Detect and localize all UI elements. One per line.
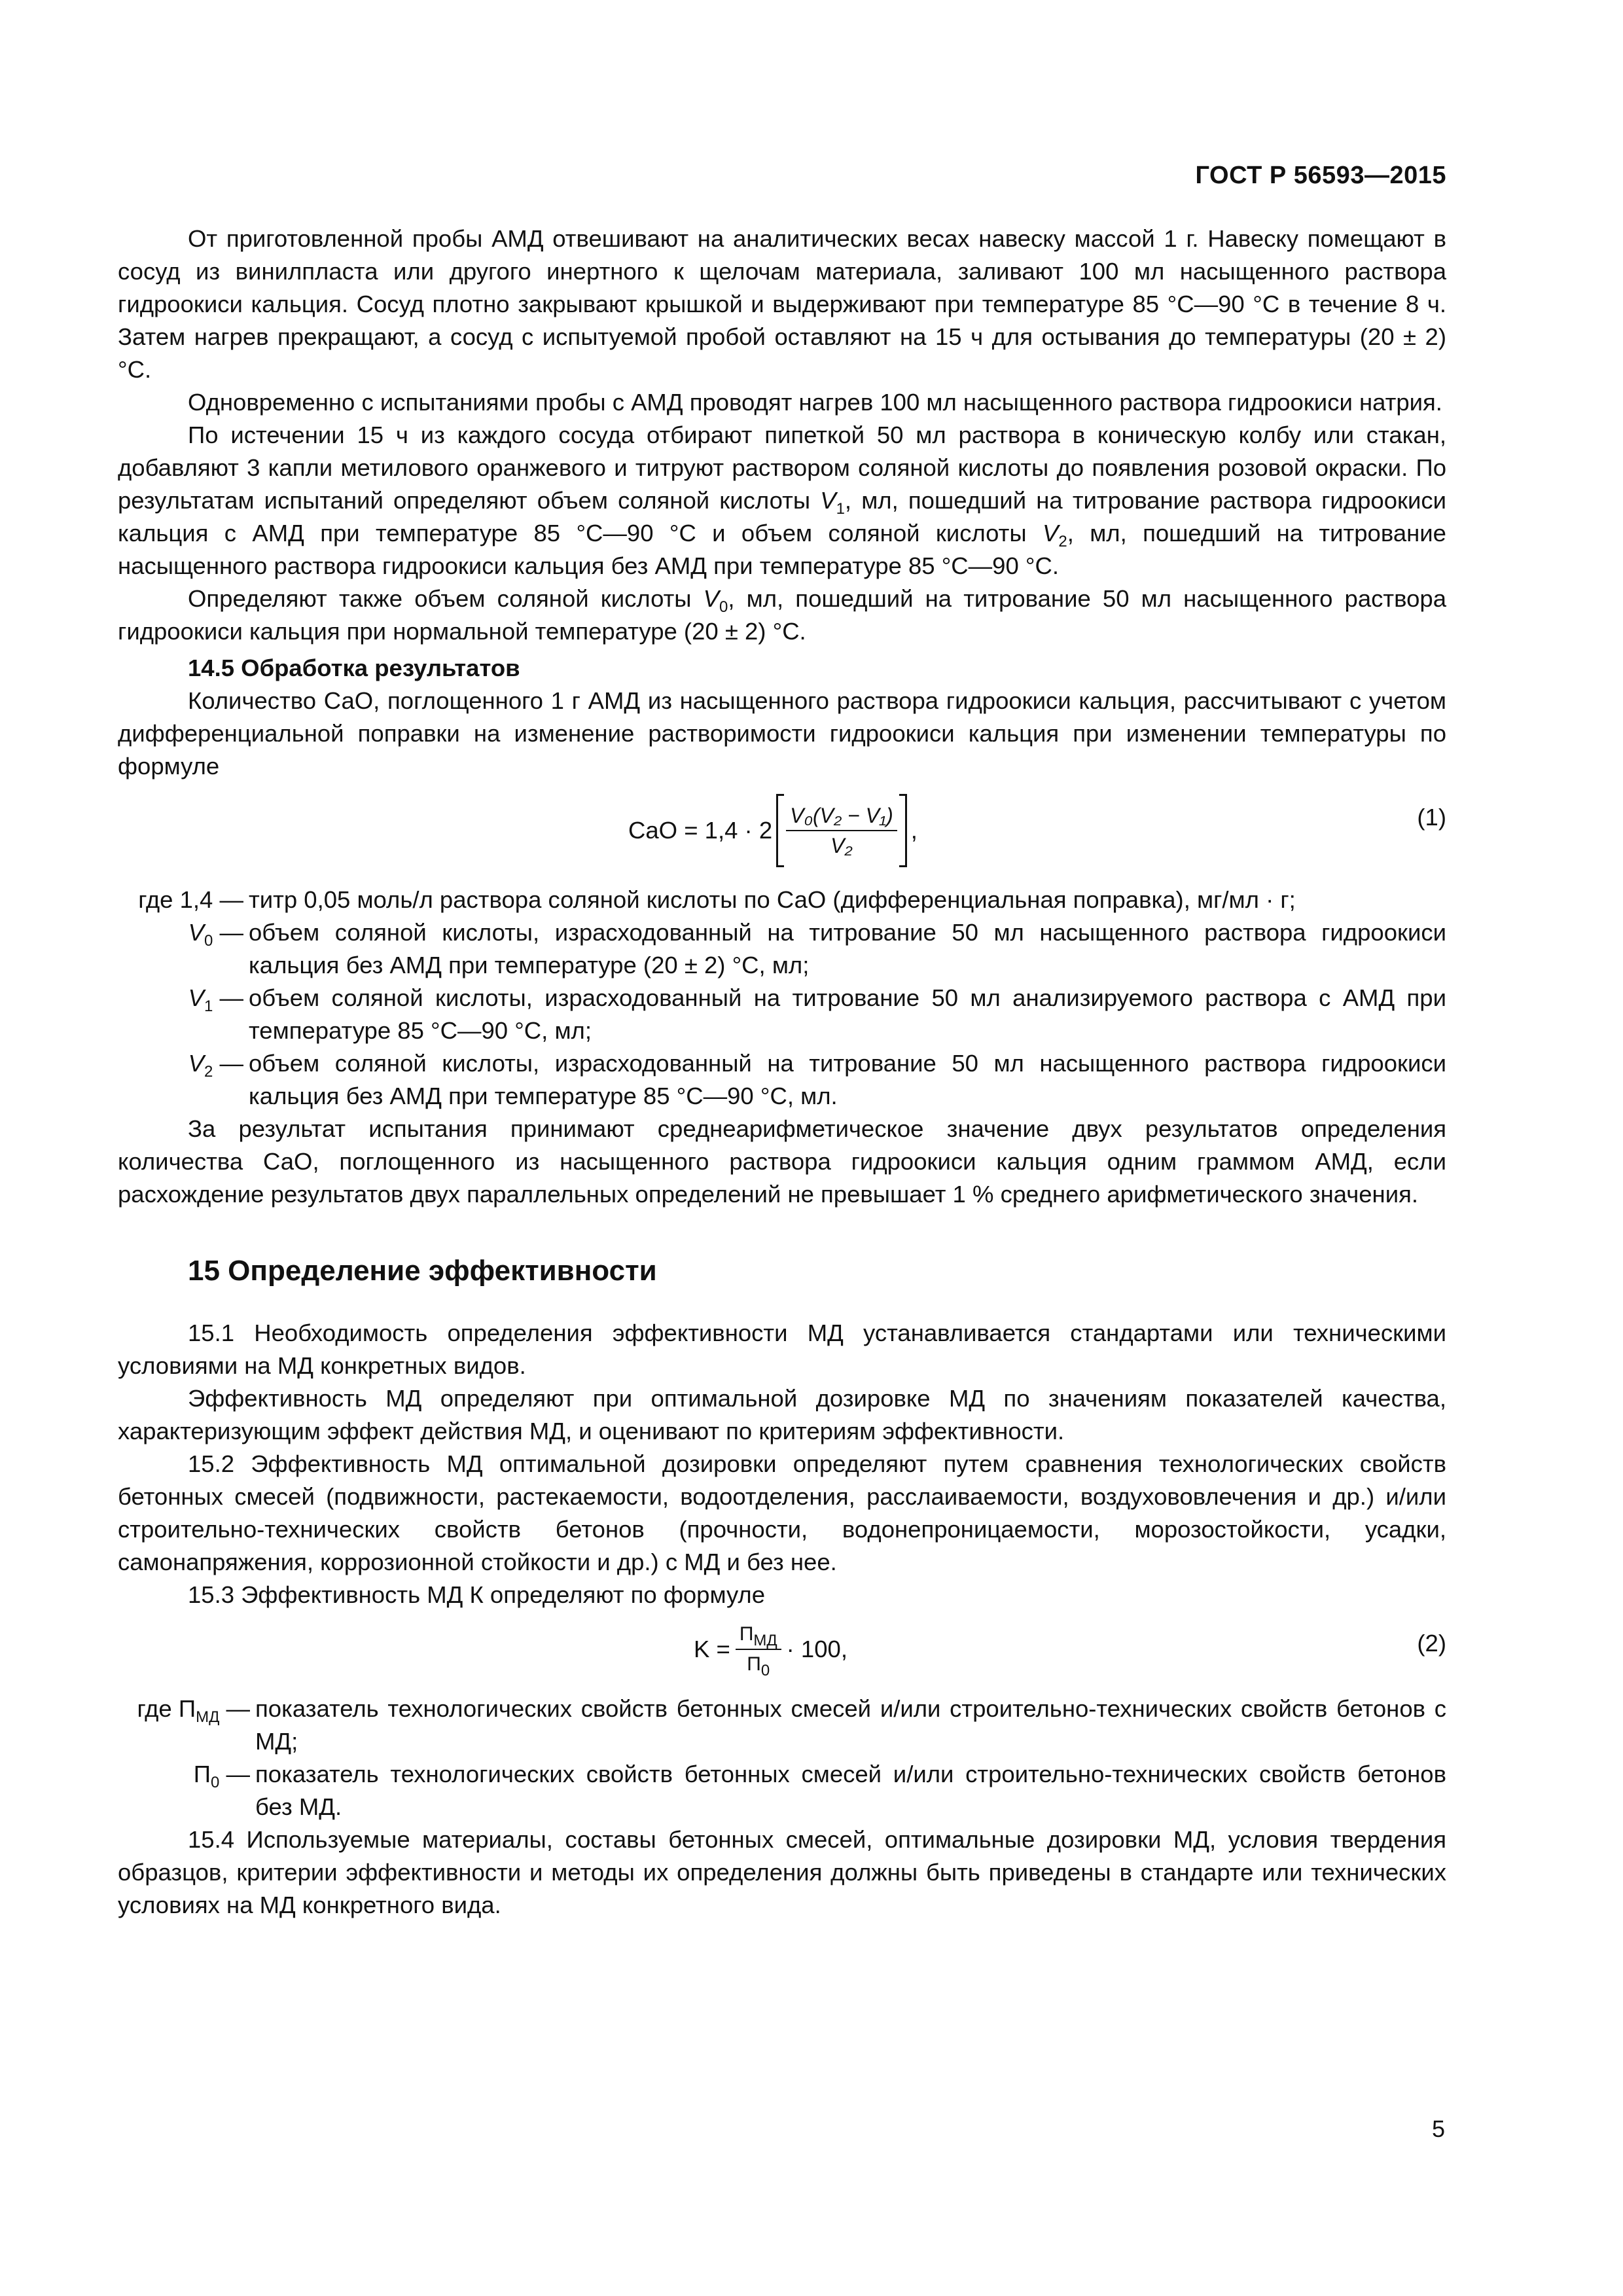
page-number: 5 (1431, 2115, 1445, 2142)
paragraph-simultaneous-heating: Одновременно с испытаниями пробы с АМД проводят нагрев 100 мл насыщенного раствора гидроокиси натрия. (188, 389, 1442, 416)
legend-text: объем соляной кислоты, израсходованный на титрование 50 мл анализируемого раствора с АМД при температуре 85 °С—90 °С, мл; (249, 984, 1446, 1044)
formula-1-numerator: V₀(V₂ − V₁) (786, 802, 897, 831)
legend-dash: — (213, 1050, 243, 1077)
formula-2-denominator-symbol: П (747, 1653, 761, 1675)
formula-1-tail: , (910, 817, 918, 844)
legend-dash: — (219, 1695, 250, 1722)
subscript-2: 2 (1058, 533, 1067, 550)
formula-2-expression (694, 1617, 847, 1682)
formula-2-lhs: K = (694, 1636, 730, 1662)
legend-key: где 1,4 — (138, 886, 243, 913)
text-fragment: , мл, пошедший на титрование насыщенного раствора гидроокиси кальция без АМД при температуре 85 °С—90 °С. (118, 520, 1446, 579)
legend-variable: V (188, 1050, 204, 1077)
legend-text: показатель технологических свойств бетонных смесей и/или строительно-технических свойств бетонов с МД; (255, 1695, 1446, 1755)
subscript-1: 1 (836, 500, 845, 518)
legend-subscript: 0 (204, 932, 213, 950)
paragraph-result: За результат испытания принимают среднеарифметическое значение двух результатов определения количества СаО, поглощенного из насыщенного раствора гидроокиси кальция одним граммом АМД, если расхождение результатов двух параллельных определений не превышает 1 % среднего арифметического значения. (118, 1115, 1446, 1208)
legend-subscript: 0 (210, 1774, 220, 1791)
legend-text: объем соляной кислоты, израсходованный на титрование 50 мл насыщенного раствора гидроокиси кальция без АМД при температуре (20 ± 2) °С, мл; (249, 919, 1446, 978)
formula-1 (118, 788, 1446, 880)
formula-2-legend (118, 1693, 1446, 1823)
legend-dash: — (213, 919, 243, 946)
formula-2-numerator (736, 1621, 781, 1650)
variable-v2: V (1042, 520, 1059, 547)
variable-v1: V (820, 487, 836, 514)
formula-1-expression (628, 788, 918, 873)
legend-key (118, 1758, 255, 1823)
legend-key (118, 982, 249, 1047)
legend-key (118, 916, 249, 982)
legend-subscript: 1 (204, 997, 213, 1015)
formula-2-tail: · 100, (786, 1636, 847, 1662)
variable-v0: V (703, 585, 720, 612)
legend-symbol: где П (137, 1695, 196, 1722)
legend-text: титр 0,05 моль/л раствора соляной кислоты по СаО (дифференциальная поправка), мг/мл · г; (249, 886, 1296, 913)
legend-dash: — (213, 984, 243, 1011)
formula-1-lhs: CaO = 1,4 · 2 (628, 817, 773, 844)
text-fragment: По истечении 15 ч из каждого сосуда отбирают пипеткой 50 мл раствора в коническую колбу или стакан, добавляют 3 капли метилового оранжевого и титруют раствором соляной кислоты до появления розовой окраски. По результатам испытаний определяют объем соляной кислоты (118, 422, 1446, 514)
paragraph-sample-prep: От приготовленной пробы АМД отвешивают на аналитических весах навеску массой 1 г. Навеску помещают в сосуд из винилпласта или другого инертного к щелочам материала, заливают 100 мл насыщенного раствора гидроокиси кальция. Сосуд плотно закрывают крышкой и выдерживают при температуре 85 °С—90 °С в течение 8 ч. Затем нагрев прекращают, а сосуд с испытуемой пробой оставляют на 15 ч для остывания до температуры (20 ± 2) °С. (118, 225, 1446, 383)
formula-1-fraction (786, 802, 897, 859)
text-fragment: , мл, пошедший на титрование раствора гидроокиси кальция с АМД при температуре 85 °С—90 °С и объем соляной кислоты (118, 487, 1446, 547)
formula-1-denominator: V₂ (830, 834, 853, 857)
formula-1-number: (1) (1417, 804, 1446, 831)
paragraph-efficiency: Эффективность МД определяют при оптимальной дозировке МД по значениям показателей качества, характеризующим эффект действия МД, и оценивают по критериям эффективности. (118, 1385, 1446, 1444)
document-code-header: ГОСТ Р 56593—2015 (1195, 162, 1446, 189)
paragraph-15-4: 15.4 Используемые материалы, составы бетонных смесей, оптимальные дозировки МД, условия твердения образцов, критерии эффективности и методы их определения должны быть приведены в стандарте или технических условиях на МД конкретного вида. (118, 1826, 1446, 1918)
legend-text: объем соляной кислоты, израсходованный на титрование 50 мл насыщенного раствора гидроокиси кальция без АМД при температуре 85 °С—90 °С, мл. (249, 1050, 1446, 1109)
formula-2-denominator-subscript: 0 (760, 1662, 770, 1679)
legend-key (118, 1047, 249, 1113)
paragraph-titration (118, 419, 1446, 583)
formula-2-numerator-symbol: П (739, 1623, 754, 1645)
legend-text: показатель технологических свойств бетонных смесей и/или строительно-технических свойств бетонов без МД. (255, 1761, 1446, 1820)
formula-2-numerator-subscript: МД (753, 1632, 777, 1649)
legend-subscript: МД (196, 1708, 220, 1726)
paragraph-cao-calc: Количество СаО, поглощенного 1 г АМД из насыщенного раствора гидроокиси кальция, рассчитывают с учетом дифференциальной поправки на изменение растворимости гидроокиси кальция при изменении температуры по формуле (118, 687, 1446, 780)
legend-symbol: П (193, 1761, 211, 1787)
text-fragment: Определяют также объем соляной кислоты (188, 585, 704, 612)
formula-2-fraction (736, 1621, 781, 1677)
legend-variable: V (188, 984, 204, 1011)
text-fragment: , мл, пошедший на титрование 50 мл насыщенного раствора гидроокиси кальция при нормальной температуре (20 ± 2) °С. (118, 585, 1446, 645)
paragraph-v0 (118, 583, 1446, 648)
formula-1-bracket (776, 794, 907, 867)
legend-subscript: 2 (204, 1063, 213, 1081)
subsection-heading-14-5: 14.5 Обработка результатов (188, 655, 520, 681)
formula-2-number: (2) (1417, 1630, 1446, 1657)
paragraph-15-2: 15.2 Эффективность МД оптимальной дозировки определяют путем сравнения технологических свойств бетонных смесей (подвижности, растекаемости, водоотделения, расслаиваемости, воздухововлечения и др.) и/или строительно-технических свойств бетонов (прочности, водонепроницаемости, морозостойкости, усадки, самонапряжения, коррозионной стойкости и др.) с МД и без нее. (118, 1450, 1446, 1575)
subscript-0: 0 (719, 598, 728, 616)
section-heading-15: 15 Определение эффективности (188, 1255, 657, 1287)
legend-dash: — (219, 1761, 250, 1787)
paragraph-15-1: 15.1 Необходимость определения эффективности МД устанавливается стандартами или техническими условиями на МД конкретных видов. (118, 1319, 1446, 1379)
formula-2 (118, 1617, 1446, 1689)
legend-key (118, 1693, 255, 1758)
page-content (118, 223, 1446, 1922)
legend-variable: V (188, 919, 204, 946)
formula-1-legend (118, 884, 1446, 1113)
formula-2-denominator (747, 1650, 770, 1677)
paragraph-15-3: 15.3 Эффективность МД К определяют по формуле (188, 1581, 766, 1608)
